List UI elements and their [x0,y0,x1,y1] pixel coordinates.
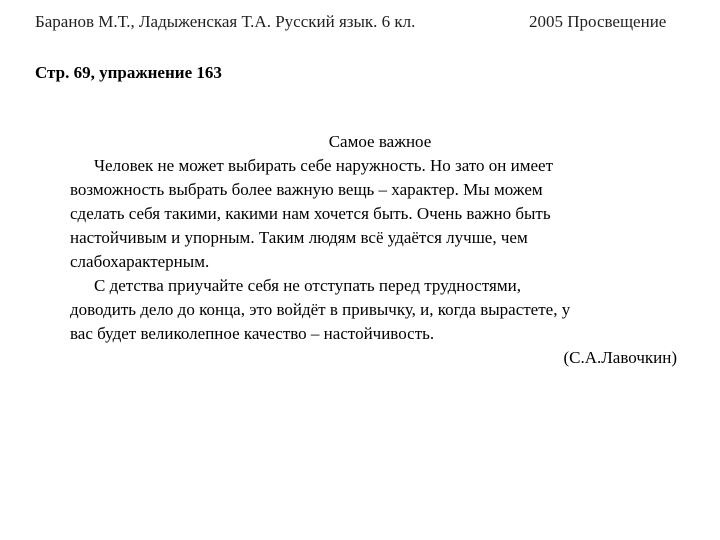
text-line: Человек не может выбирать себе наружность. Но зато он имеет [94,156,553,175]
author-attribution: (С.А.Лавочкин) [563,348,677,367]
exercise-text [70,130,680,370]
book-source: Баранов М.Т., Ладыженская Т.А. Русский язык. 6 кл. [35,12,416,31]
text-line: вас будет великолепное качество – настойчивость. [70,324,435,343]
paragraph-1 [70,154,680,274]
publisher-info: 2005 Просвещение [529,12,667,31]
text-line: слабохарактерным. [70,252,210,271]
paragraph-2 [70,274,680,346]
text-line: настойчивым и упорным. Таким людям всё удаётся лучше, чем [70,228,528,247]
exercise-reference: Стр. 69, упражнение 163 [35,63,222,82]
text-line: С детства приучайте себя не отступать перед трудностями, [94,276,521,295]
text-title: Самое важное [328,132,432,151]
text-line: сделать себя такими, какими нам хочется быть. Очень важно быть [70,204,551,223]
text-line: возможность выбрать более важную вещь – характер. Мы можем [70,180,543,199]
text-line: доводить дело до конца, это войдёт в привычку, и, когда вырастете, у [70,300,571,319]
